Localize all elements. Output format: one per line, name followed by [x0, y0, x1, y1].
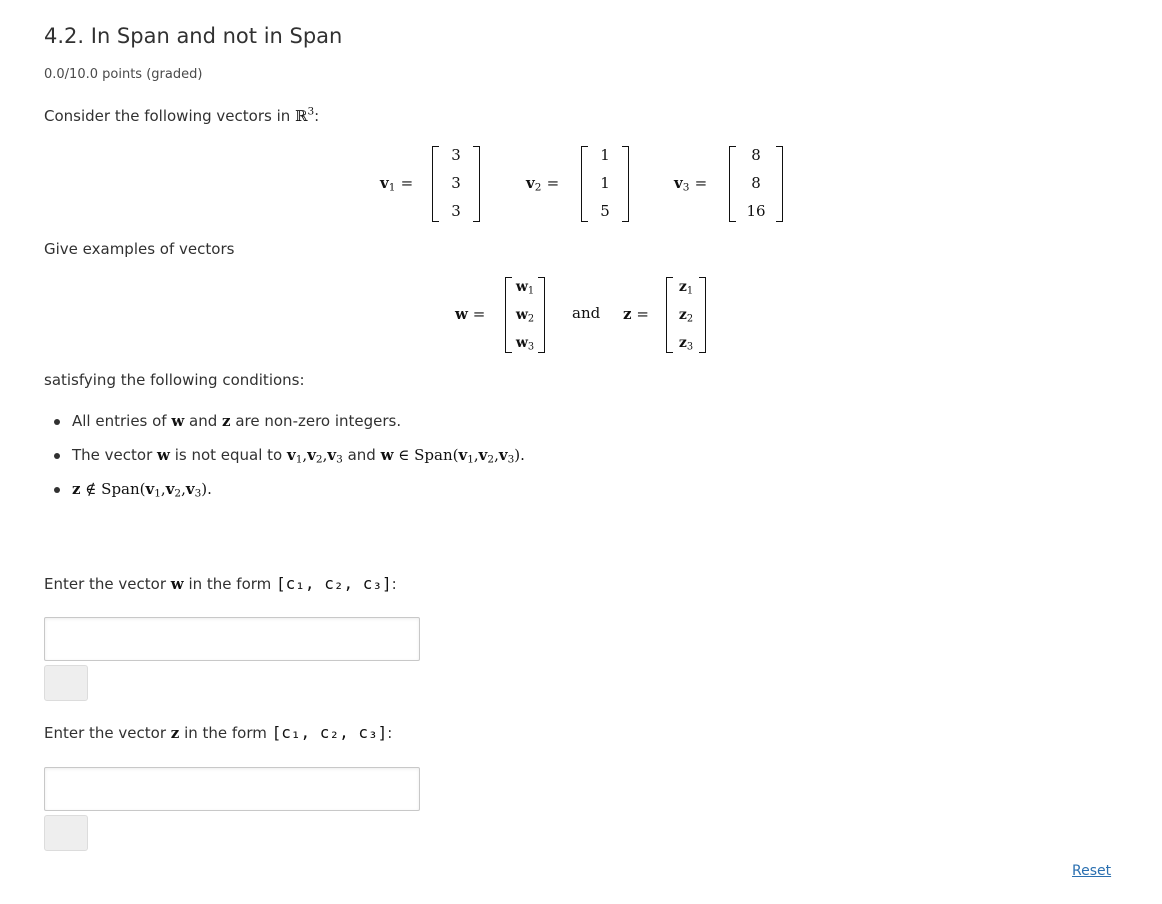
- condition-item: The vector w is not equal to $v_1,v_2,v_3$ and w ∈ $Span(v_1,v_2,v_3)$.: [54, 446, 525, 480]
- points-status: 0.0/10.0 points (graded): [44, 67, 203, 82]
- prompt-z: Enter the vector z in the form [c₁, c₂, c₃]:: [44, 723, 393, 742]
- w-entry: $w_2$: [515, 307, 535, 325]
- intro-label: Consider the following vectors in: [44, 107, 296, 125]
- conditions-list: [54, 412, 525, 514]
- w-answer-input[interactable]: [44, 617, 420, 661]
- v2-entry: 5: [600, 202, 610, 220]
- v3-label: $v_3$ =: [674, 174, 708, 194]
- v3-entry: 8: [751, 174, 761, 192]
- v1-entry: 3: [451, 174, 461, 192]
- satisfying-text: satisfying the following conditions:: [44, 371, 305, 389]
- condition-item: All entries of w and z are non-zero integers.: [54, 412, 525, 446]
- w-submit-button[interactable]: [44, 665, 88, 701]
- and-text: and: [572, 304, 601, 322]
- w-matrix: [505, 277, 545, 353]
- w-entry: $w_3$: [515, 335, 535, 353]
- v3-entry: 8: [751, 146, 761, 164]
- w-label: w =: [455, 305, 486, 323]
- z-submit-button[interactable]: [44, 815, 88, 851]
- v2-entry: 1: [600, 146, 610, 164]
- z-entry: $z_1$: [678, 279, 694, 297]
- v1-matrix: [432, 146, 480, 222]
- v2-matrix: [581, 146, 629, 222]
- v3-entry: 16: [746, 202, 766, 220]
- condition-item: z ∉ $Span(v_1,v_2,v_3)$.: [54, 480, 525, 514]
- real-set-symbol: ℝ$^3$: [295, 105, 315, 125]
- v2-label: $v_2$ =: [526, 174, 560, 194]
- z-label: z =: [623, 305, 649, 323]
- v2-entry: 1: [600, 174, 610, 192]
- v1-entry: 3: [451, 202, 461, 220]
- v1-entry: 3: [451, 146, 461, 164]
- reset-link[interactable]: Reset: [1072, 863, 1112, 879]
- z-answer-input[interactable]: [44, 767, 420, 811]
- z-entry: $z_2$: [678, 307, 694, 325]
- v3-matrix: [729, 146, 783, 222]
- z-matrix: [666, 277, 706, 353]
- z-entry: $z_3$: [678, 335, 694, 353]
- intro-text: Consider the following vectors in ℝ$^3$:: [44, 105, 320, 125]
- problem-title: 4.2. In Span and not in Span: [44, 24, 343, 48]
- w-entry: $w_1$: [515, 279, 535, 297]
- prompt-w: Enter the vector w in the form [c₁, c₂, c₃]:: [44, 574, 397, 593]
- give-examples-text: Give examples of vectors: [44, 240, 235, 258]
- v1-label: $v_1$ =: [380, 174, 414, 194]
